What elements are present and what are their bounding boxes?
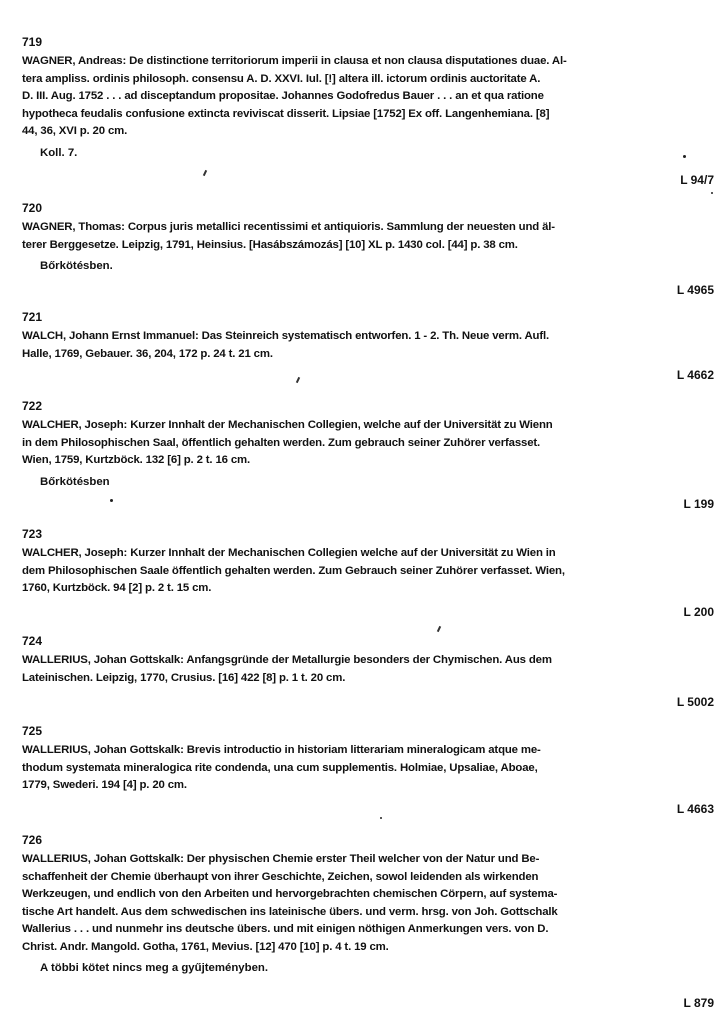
entry-line: hypotheca feudalis confusione extincta reviviscat disserit. Lipsiae [1752] Ex off. Langenhemiana. [8]: [22, 107, 550, 120]
entry-line: 1760, Kurtzböck. 94 [2] p. 2 t. 15 cm.: [22, 582, 212, 594]
shelf-mark: L 5002: [676, 695, 714, 709]
entry-text: [22, 417, 718, 470]
shelf-mark: L 4965: [676, 283, 714, 297]
entry-author: WAGNER, Thomas:: [22, 221, 125, 233]
entry-author: WALCHER, Joseph:: [22, 547, 128, 559]
scan-mark: [203, 170, 207, 176]
scan-speck: [711, 192, 713, 194]
entry-text: [22, 851, 718, 956]
shelf-mark: L 879: [683, 996, 714, 1010]
entry-number: 722: [22, 399, 43, 413]
shelf-mark: L 94/7: [680, 173, 714, 187]
entry-text: [22, 742, 718, 795]
catalog-entry: [22, 399, 718, 491]
scan-mark: [296, 377, 300, 383]
entry-author: WALLERIUS, Johan Gottskalk:: [22, 654, 184, 666]
entry-line: dem Philosophischen Saale öffentlich gehalten werden. Zum Gebrauch seiner Zuhörer verfasset. Wien,: [22, 564, 565, 577]
entry-author: WALLERIUS, Johan Gottskalk:: [22, 853, 184, 865]
entry-text: [22, 53, 718, 141]
shelf-mark: L 200: [683, 605, 714, 619]
entry-author: WALCH, Johann Ernst Immanuel:: [22, 330, 199, 342]
entry-line: Kurzer Innhalt der Mechanischen Collegien welche auf der Universität zu Wien in: [127, 547, 556, 559]
entry-number: 724: [22, 634, 43, 648]
entry-line: D. III. Aug. 1752 . . . ad disceptandum propositae. Johannes Godofredus Bauer . . . an et qua ratione: [22, 90, 544, 102]
catalog-entry: [22, 35, 718, 162]
scan-mark: [437, 626, 441, 632]
entry-line: De distinctione territoriorum imperii in clausa et non clausa disputationes duae. Al-: [126, 55, 567, 67]
entry-line: terer Berggesetze. Leipzig, 1791, Heinsius. [Hasábszámozás] [10] XL p. 1430 col. [44] p. 38 cm.: [22, 238, 518, 251]
catalog-entry: [22, 724, 718, 795]
entry-note: Bőrkötésben: [40, 475, 110, 488]
entry-line: schaffenheit der Chemie überhaupt von ihrer Geschichte, Zeichen, sowol leidenden als wirkenden: [22, 870, 539, 883]
entry-number: 721: [22, 310, 43, 324]
catalog-entry: [22, 634, 718, 687]
entry-note: Koll. 7.: [40, 146, 78, 159]
catalog-entry: [22, 310, 718, 363]
entry-line: tische Art handelt. Aus dem schwedischen ins lateinische übers. und verm. hrsg. von Joh. Gottschalk: [22, 905, 558, 918]
entry-line: Wallerius . . . und nunmehr ins deutsche übers. und mit einigen nöthigen Anmerkungen vers. von D.: [22, 923, 549, 935]
entry-line: Anfangsgründe der Metallurgie besonders der Chymischen. Aus dem: [183, 654, 552, 666]
entry-text: [22, 545, 718, 598]
entry-line: Lateinischen. Leipzig, 1770, Crusius. [16] 422 [8] p. 1 t. 20 cm.: [22, 671, 346, 684]
entry-note: A többi kötet nincs meg a gyűjteményben.: [40, 962, 269, 974]
catalog-entry: [22, 527, 718, 598]
shelf-mark: L 199: [683, 497, 714, 511]
scan-speck: [380, 817, 382, 819]
entry-line: Christ. Andr. Mangold. Gotha, 1761, Mevius. [12] 470 [10] p. 4 t. 19 cm.: [22, 940, 389, 953]
entry-number: 725: [22, 724, 43, 738]
entry-line: thodum systemata mineralogica rite condenda, una cum supplementis. Holmiae, Upsaliae, Aboae,: [22, 761, 538, 774]
entry-line: Corpus juris metallici recentissimi et antiquioris. Sammlung der neuesten und äl-: [124, 221, 555, 233]
entry-number: 723: [22, 527, 43, 541]
entry-line: Kurzer Innhalt der Mechanischen Collegien, welche auf der Universität zu Wienn: [127, 419, 553, 431]
entry-line: Werkzeugen, und endlich von den Arbeiten und hervorgebrachten chemischen Cörpern, auf systema-: [22, 888, 558, 900]
entry-number: 720: [22, 201, 43, 215]
entry-text: [22, 652, 718, 687]
entry-number: 726: [22, 833, 43, 847]
catalog-entry: [22, 201, 718, 275]
entry-author: WALCHER, Joseph:: [22, 419, 128, 431]
shelf-mark: L 4662: [676, 368, 714, 382]
entry-line: Halle, 1769, Gebauer. 36, 204, 172 p. 24 t. 21 cm.: [22, 347, 273, 360]
entry-line: Wien, 1759, Kurtzböck. 132 [6] p. 2 t. 16 cm.: [22, 454, 251, 466]
entry-line: tera ampliss. ordinis philosoph. consensu A. D. XXVI. Iul. [!] altera ill. ictorum ordinis auctoritate A.: [22, 72, 541, 85]
entry-line: Das Steinreich systematisch entworfen. 1 - 2. Th. Neue verm. Aufl.: [198, 330, 549, 342]
entry-author: WALLERIUS, Johan Gottskalk:: [22, 744, 184, 756]
entry-author: WAGNER, Andreas:: [22, 55, 127, 67]
entry-text: [22, 328, 718, 363]
entry-line: 1779, Swederi. 194 [4] p. 20 cm.: [22, 779, 187, 791]
entry-text: [22, 219, 718, 254]
scan-speck: [110, 499, 113, 502]
entry-number: 719: [22, 35, 43, 49]
entry-line: Brevis introductio in historiam litterariam mineralogicam atque me-: [183, 744, 541, 756]
catalog-entry: [22, 833, 718, 977]
entry-line: Der physischen Chemie erster Theil welcher von der Natur und Be-: [183, 853, 540, 865]
entry-line: in dem Philosophischen Saal, öffentlich gehalten werden. Zum gebrauch seiner Zuhörer verfasset.: [22, 436, 541, 449]
entry-line: 44, 36, XVI p. 20 cm.: [22, 125, 128, 137]
shelf-mark: L 4663: [676, 802, 714, 816]
entry-note: Bőrkötésben.: [40, 260, 113, 272]
scan-speck: [683, 155, 686, 158]
